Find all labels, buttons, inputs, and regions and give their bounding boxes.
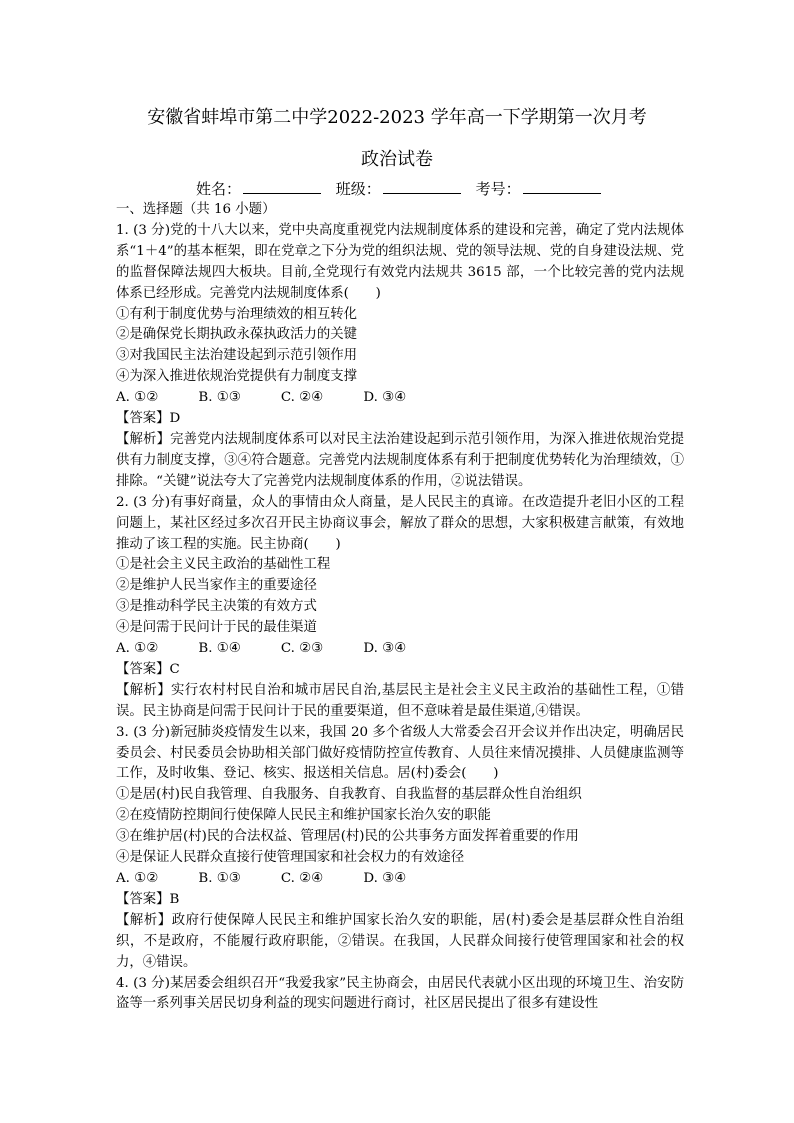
question-analysis: 【解析】完善党内法规制度体系可以对民主法治建设起到示范引领作用，为深入推进依规治党提供有力制度支撑，③④符合题意。完善党内法规制度体系有利于把制度优势转化为治理绩效，①排除。“关键”说法夸大了完善党内法规制度体系的作用，②说法错误。	[116, 431, 684, 489]
question-item: ③对我国民主法治建设起到示范引领作用	[116, 348, 358, 364]
question-item: ①是居(村)民自我管理、自我服务、自我教育、自我监督的基层群众性自治组织	[116, 787, 582, 803]
question-item: ②是维护人民当家作主的重要途径	[116, 578, 317, 594]
question-item: ②是确保党长期执政永葆执政活力的关键	[116, 327, 358, 343]
question-answer: 【答案】C	[116, 661, 180, 677]
section-heading: 一、选择题（共 16 小题）	[116, 202, 276, 217]
question-stem: 2. (3 分)有事好商量，众人的事情由众人商量，是人民民主的真谛。在改造提升老旧小区的工程问题上，某社区经过多次召开民主协商议事会，解放了群众的思想，大家积极建言献策，有效地推动了该工程的实施。民主协商( )	[116, 494, 684, 552]
question-options: A. ①② B. ①④ C. ②③ D. ③④	[116, 641, 407, 657]
question-stem: 4. (3 分)某居委会组织召开“我爱我家”民主协商会，由居民代表就小区出现的环境卫生、治安防盗等一系列事关居民切身利益的现实问题进行商讨，社区居民提出了很多有建设性	[116, 975, 684, 1012]
exam-content	[116, 200, 684, 1015]
question-analysis: 【解析】政府行使保障人民民主和维护国家长治久安的职能，居(村)委会是基层群众性自治组织，不是政府，不能履行政府职能，②错误。在我国，人民群众间接行使管理国家和社会的权力，④错误。	[116, 912, 684, 970]
exam-no-blank[interactable]	[523, 179, 601, 194]
question-answer: 【答案】D	[116, 411, 181, 427]
question-options: A. ①② B. ①③ C. ②④ D. ③④	[116, 871, 407, 886]
class-blank[interactable]	[383, 179, 461, 194]
question-analysis: 【解析】实行农村村民自治和城市居民自治,基层民主是社会主义民主政治的基础性工程，①错误。民主协商是问需于民问计于民的重要渠道，但不意味着是最佳渠道,④错误。	[116, 682, 684, 719]
question-item: ④是问需于民问计于民的最佳渠道	[116, 620, 317, 636]
question-item: ③在维护居(村)民的合法权益、管理居(村)民的公共事务方面发挥着重要的作用	[116, 829, 579, 845]
question-item: ④是保证人民群众直接行使管理国家和社会权力的有效途径	[116, 850, 465, 866]
name-blank[interactable]	[243, 179, 321, 194]
question-stem: 3. (3 分)新冠肺炎疫情发生以来，我国 20 多个省级人大常委会召开会议并作出决定，明确居民委员会、村民委员会协助相关部门做好疫情防控宣传教育、人员往来情况摸排、人员健康监测等工作，及时收集、登记、核实、报送相关信息。居(村)委会( )	[116, 724, 684, 782]
exam-no-label: 考号：	[475, 180, 521, 198]
question-options: A. ①② B. ①③ C. ②④ D. ③④	[116, 390, 407, 406]
question-item: ①有利于制度优势与治理绩效的相互转化	[116, 306, 358, 322]
student-info-row	[196, 178, 611, 200]
question-answer: 【答案】B	[116, 891, 180, 907]
question-item: ①是社会主义民主政治的基础性工程	[116, 557, 331, 573]
exam-subtitle: 政治试卷	[361, 149, 433, 170]
question-item: ④为深入推进依规治党提供有力制度支撑	[116, 369, 358, 385]
question-item: ③是推动科学民主决策的有效方式	[116, 599, 317, 615]
class-label: 班级：	[335, 180, 381, 198]
question-item: ②在疫情防控期间行使保障人民民主和维护国家长治久安的职能	[116, 808, 491, 824]
question-stem: 1. (3 分)党的十八大以来，党中央高度重视党内法规制度体系的建设和完善，确定了党内法规体系“1＋4”的基本框架，即在党章之下分为党的组织法规、党的领导法规、党的自身建设法规、党的监督保障法规四大板块。目前,全党现行有效党内法规共 3615 部，一个比较完善的党内法规体系已经形成。完善党内法规制度体系( )	[116, 222, 684, 301]
exam-title: 安徽省蚌埠市第二中学2022-2023 学年高一下学期第一次月考	[147, 107, 647, 128]
name-label: 姓名：	[196, 180, 242, 198]
